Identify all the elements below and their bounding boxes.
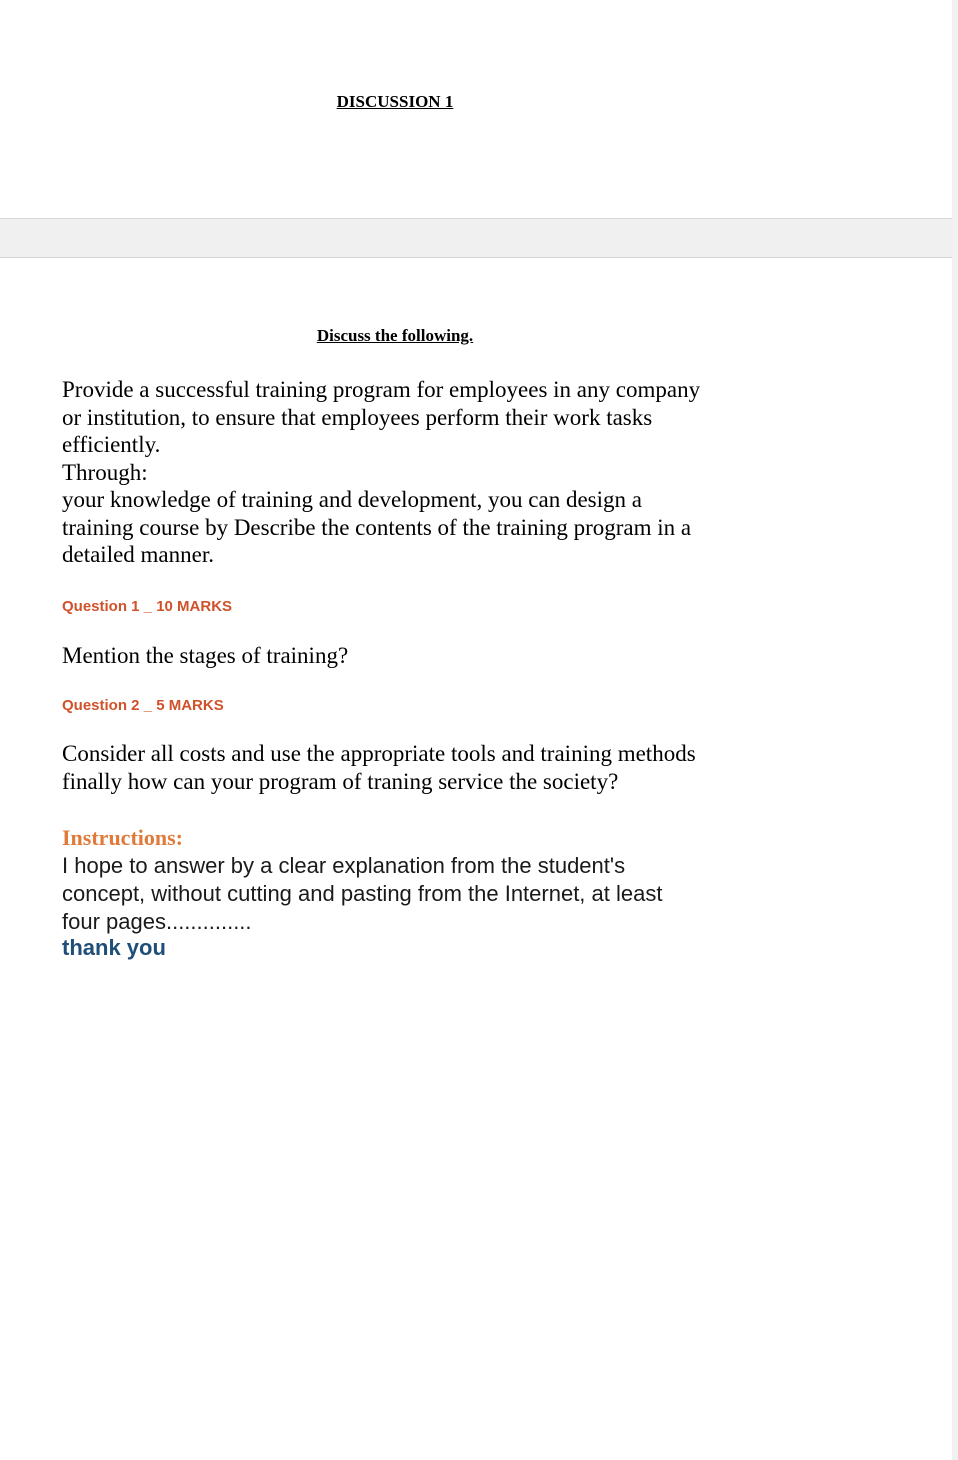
question-2-text (62, 740, 742, 795)
intro-line: detailed manner. (62, 542, 214, 567)
instructions-text (62, 852, 742, 936)
intro-line: efficiently. (62, 432, 161, 457)
intro-line: training course by Describe the contents of the training program in a (62, 514, 692, 540)
section-heading: Discuss the following. (316, 326, 474, 345)
intro-line: Through: (62, 459, 148, 485)
instructions-title: Instructions: (62, 825, 184, 850)
scrollbar-track[interactable] (952, 0, 958, 1460)
instructions-line: concept, without cutting and pasting from the Internet, at least (62, 881, 663, 906)
page-1 (0, 0, 952, 219)
page-separator (0, 219, 958, 258)
instructions-line: I hope to answer by a clear explanation from the student's (62, 853, 626, 878)
page-title: DISCUSSION 1 (336, 92, 454, 111)
intro-line: or institution, to ensure that employees perform their work tasks (62, 404, 653, 430)
question-2-line: finally how can your program of traning service the society? (62, 768, 619, 794)
intro-line: Provide a successful training program for employees in any company (62, 377, 701, 402)
intro-paragraph (62, 376, 742, 569)
question-1-label: Question 1 _ 10 MARKS (62, 598, 233, 615)
question-1-text: Mention the stages of training? (62, 643, 349, 668)
instructions-line: four pages.............. (62, 909, 252, 934)
question-2-line: Consider all costs and use the appropriate tools and training methods (62, 741, 696, 766)
closing-text: thank you (62, 935, 166, 960)
intro-line: your knowledge of training and development, you can design a (62, 487, 642, 512)
question-2-label: Question 2 _ 5 MARKS (62, 697, 224, 714)
page-2 (0, 258, 952, 1460)
